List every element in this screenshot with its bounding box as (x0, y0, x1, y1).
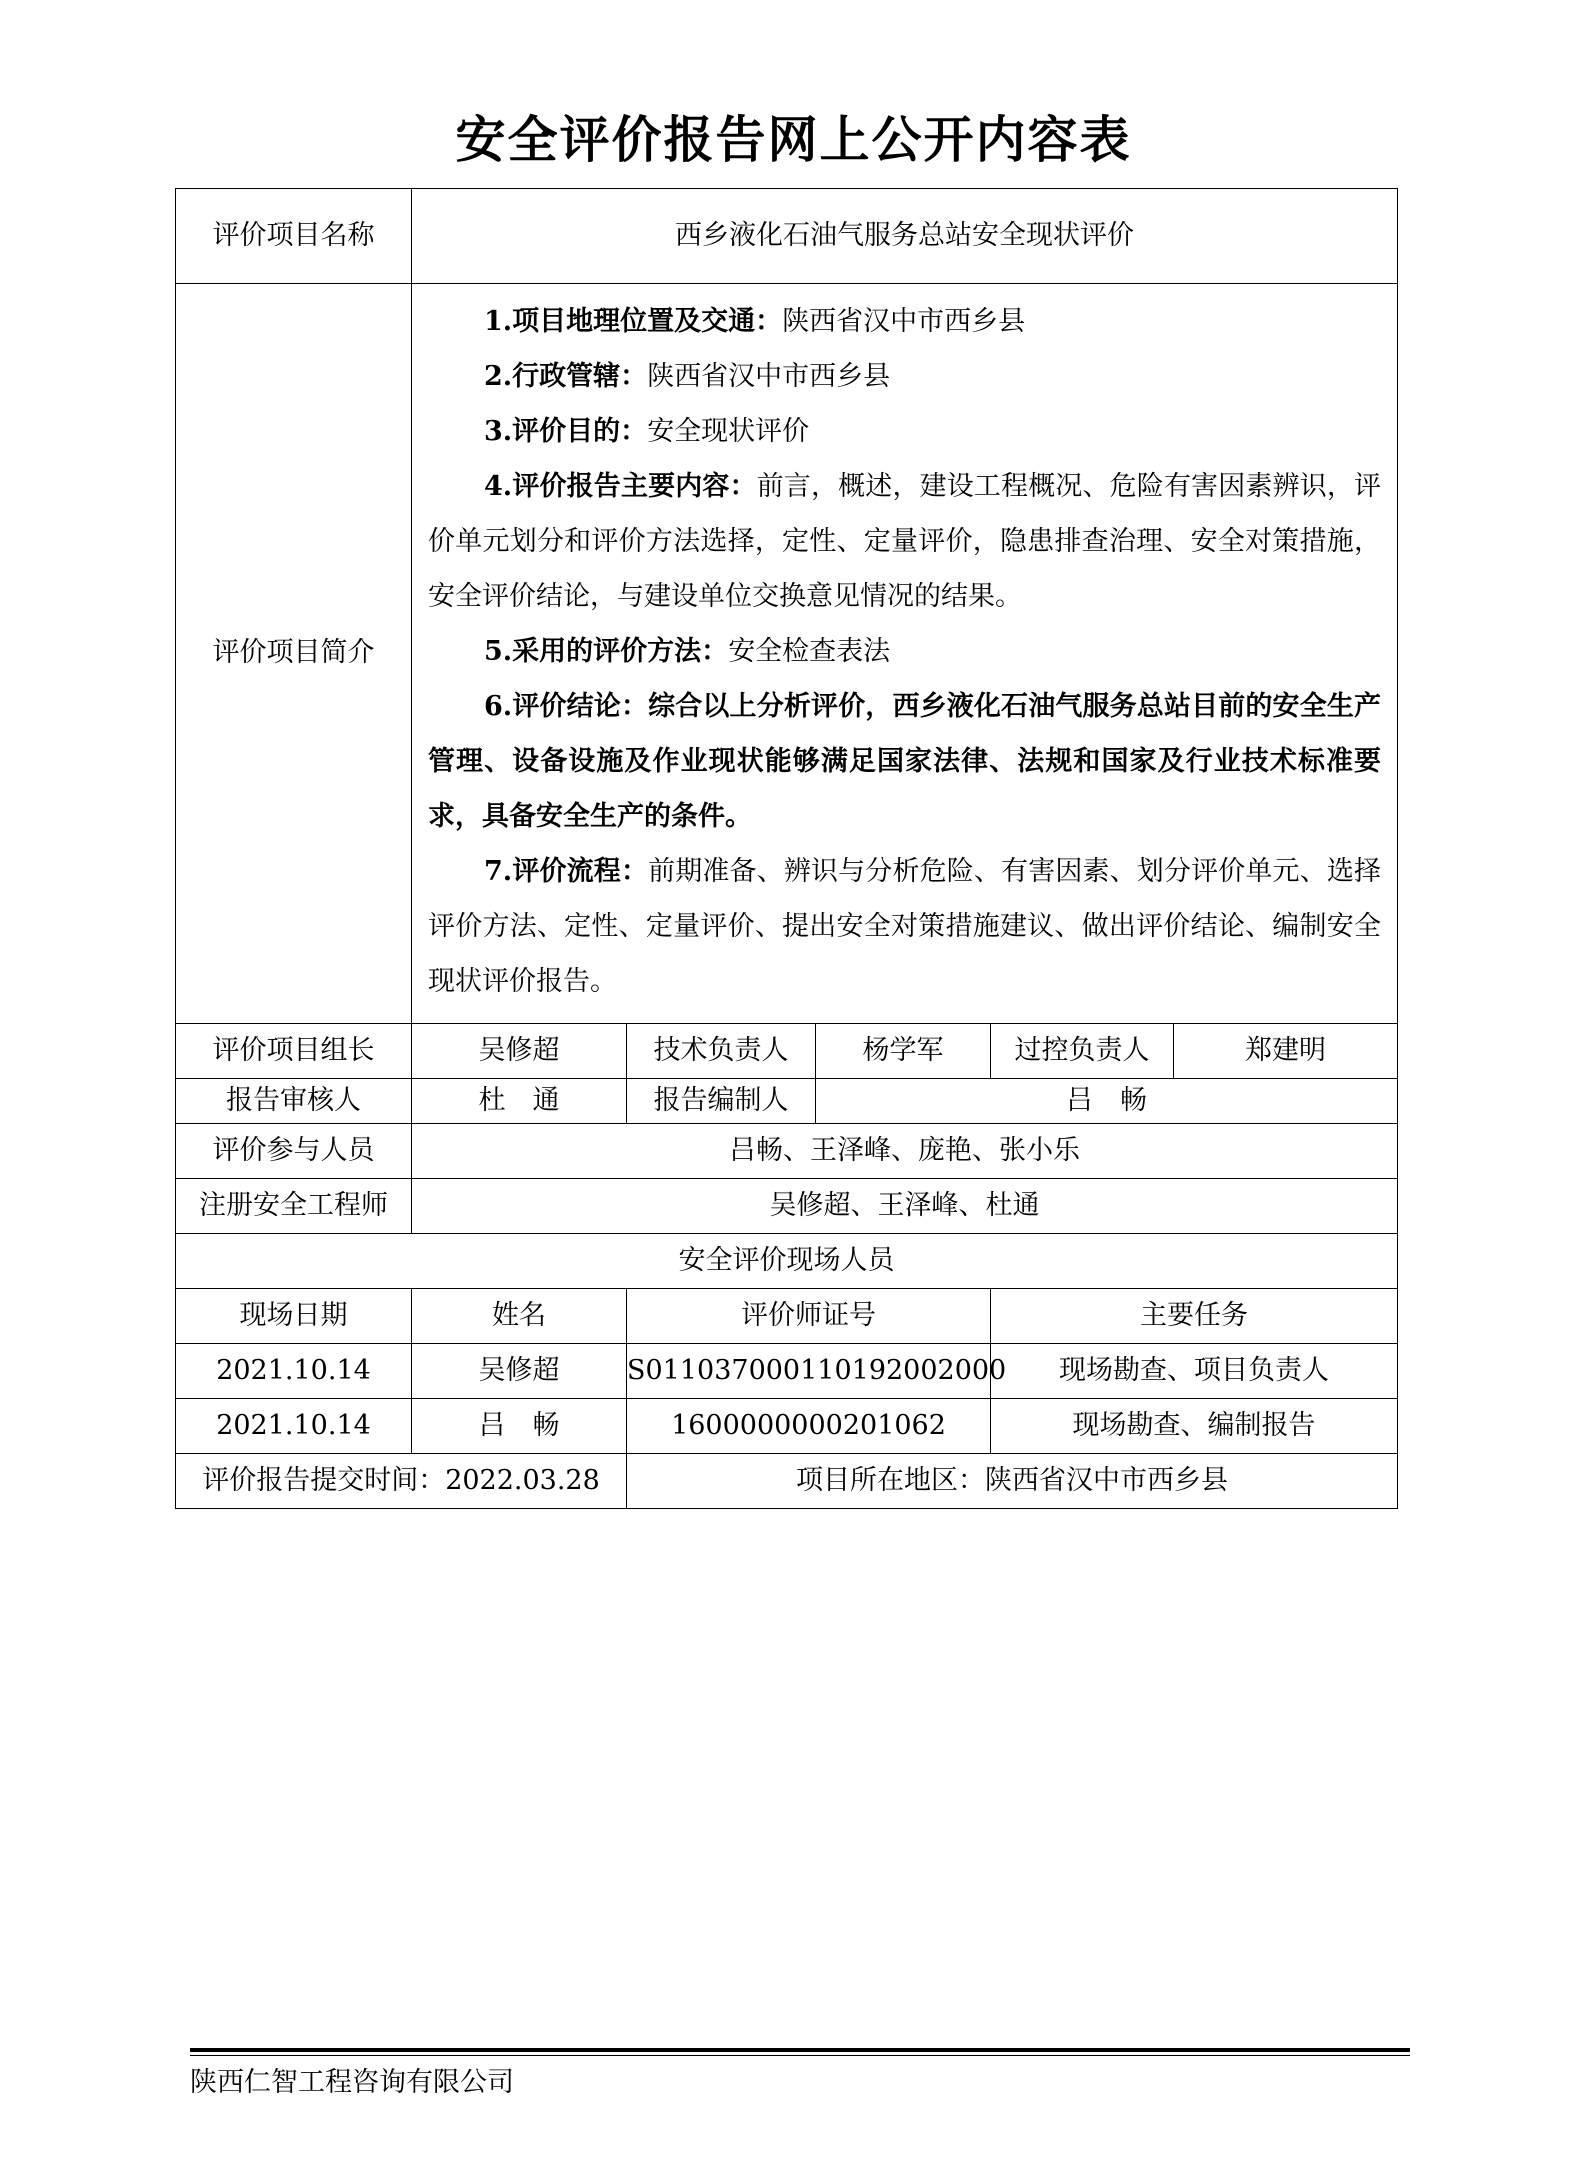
intro-item-2: 2.行政管辖：陕西省汉中市西乡县 (484, 361, 891, 392)
intro-item-1: 1.项目地理位置及交通：陕西省汉中市西乡县 (484, 306, 1026, 337)
tech-label: 技术负责人 (627, 1024, 816, 1079)
control-value: 郑建明 (1174, 1024, 1398, 1079)
table-row (176, 1399, 1398, 1454)
submit-time: 评价报告提交时间：2022.03.28 (176, 1454, 627, 1509)
participants-value: 吕畅、王泽峰、庞艳、张小乐 (412, 1124, 1398, 1179)
intro-item-7: 7.评价流程：前期准备、辨识与分析危险、有害因素、划分评价单元、选择评价方法、定性、定量评价、提出安全对策措施建议、做出评价结论、编制安全现状评价报告。 (428, 856, 1382, 997)
leader-value: 吴修超 (412, 1024, 627, 1079)
site-section-title: 安全评价现场人员 (176, 1234, 1398, 1289)
page-title: 安全评价报告网上公开内容表 (455, 110, 1132, 169)
reviewer-value: 杜 通 (412, 1079, 627, 1124)
participants-label: 评价参与人员 (176, 1124, 412, 1179)
site-header-task: 主要任务 (991, 1289, 1398, 1344)
tech-value: 杨学军 (816, 1024, 991, 1079)
site-cert: 1600000000201062 (627, 1399, 991, 1454)
reviewer-label: 报告审核人 (176, 1079, 412, 1124)
intro-item-3: 3.评价目的：安全现状评价 (484, 416, 810, 447)
footer-divider (190, 2048, 1410, 2056)
project-name-label: 评价项目名称 (176, 189, 412, 284)
intro-item-6: 6.评价结论：综合以上分析评价，西乡液化石油气服务总站目前的安全生产管理、设备设施及作业现状能够满足国家法律、法规和国家及行业技术标准要求，具备安全生产的条件。 (428, 691, 1382, 832)
intro-content (412, 284, 1398, 1024)
team-row (176, 1024, 1398, 1079)
engineers-value: 吴修超、王泽峰、杜通 (412, 1179, 1398, 1234)
intro-row (176, 284, 1398, 1024)
site-cert: S011037000110192002000 (627, 1344, 991, 1399)
site-header-date: 现场日期 (176, 1289, 412, 1344)
site-header-cert: 评价师证号 (627, 1289, 991, 1344)
site-header-row (176, 1289, 1398, 1344)
participants-row (176, 1124, 1398, 1179)
review-row (176, 1079, 1398, 1124)
site-date: 2021.10.14 (176, 1344, 412, 1399)
intro-item-4: 4.评价报告主要内容：前言，概述，建设工程概况、危险有害因素辨识，评价单元划分和评价方法选择，定性、定量评价，隐患排查治理、安全对策措施，安全评价结论，与建设单位交换意见情况的结果。 (428, 471, 1382, 612)
site-task: 现场勘查、编制报告 (991, 1399, 1398, 1454)
footer-company: 陕西仁智工程咨询有限公司 (190, 2067, 514, 2098)
intro-label: 评价项目简介 (176, 284, 412, 1024)
submit-row (176, 1454, 1398, 1509)
site-date: 2021.10.14 (176, 1399, 412, 1454)
site-name: 吕 畅 (412, 1399, 627, 1454)
site-section-row (176, 1234, 1398, 1289)
editor-value: 吕 畅 (816, 1079, 1398, 1124)
site-task: 现场勘查、项目负责人 (991, 1344, 1398, 1399)
disclosure-table (175, 188, 1398, 1509)
project-location: 项目所在地区：陕西省汉中市西乡县 (627, 1454, 1398, 1509)
control-label: 过控负责人 (991, 1024, 1174, 1079)
engineers-row (176, 1179, 1398, 1234)
project-name-row (176, 189, 1398, 284)
editor-label: 报告编制人 (627, 1079, 816, 1124)
site-name: 吴修超 (412, 1344, 627, 1399)
table-row (176, 1344, 1398, 1399)
leader-label: 评价项目组长 (176, 1024, 412, 1079)
site-header-name: 姓名 (412, 1289, 627, 1344)
engineers-label: 注册安全工程师 (176, 1179, 412, 1234)
intro-item-5: 5.采用的评价方法：安全检查表法 (484, 636, 891, 667)
project-name-value: 西乡液化石油气服务总站安全现状评价 (412, 189, 1398, 284)
